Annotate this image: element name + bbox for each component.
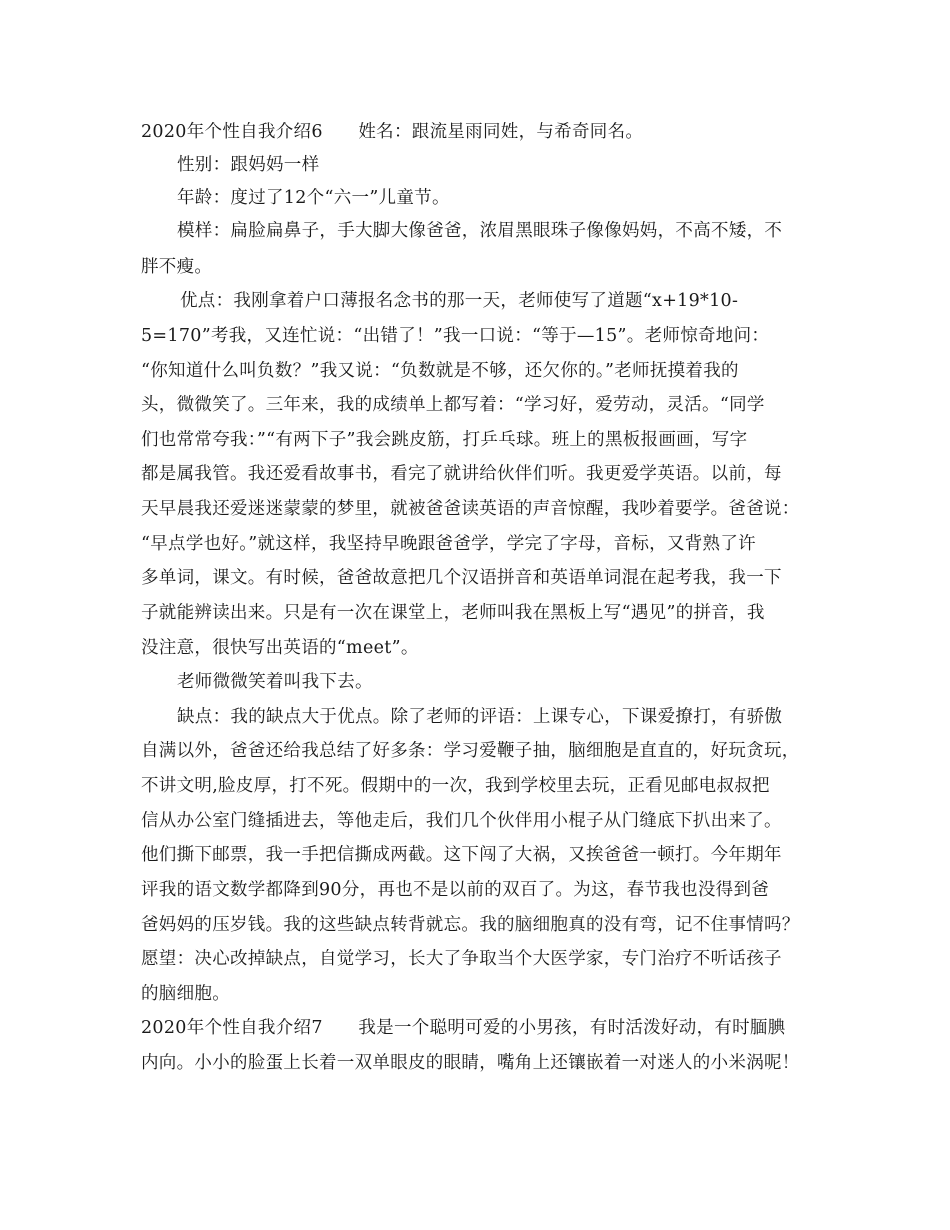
text-line-26: 的脑细胞。: [141, 984, 230, 1004]
text-line-12: 天早晨我还爱迷迷蒙蒙的梦里，就被爸爸读英语的声音惊醒，我吵着要学。爸爸说：: [141, 499, 800, 519]
text-line-17: 老师微微笑着叫我下去。: [177, 672, 373, 692]
text-line-8: “你知道什么叫负数？”我又说：“负数就是不够，还欠你的。”老师抚摸着我的: [141, 361, 739, 381]
text-line-22: 他们撕下邮票，我一手把信撕成两截。这下闯了大祸，又挨爸爸一顿打。今年期年: [141, 845, 782, 865]
text-line-10: 们也常常夸我：”“有两下子”我会跳皮筋，打乒乓球。班上的黑板报画画，写字: [141, 430, 748, 450]
text-line-3: 年龄：度过了12个“六一”儿童节。: [177, 188, 450, 208]
text-line-20: 不讲文明,脸皮厚，打不死。假期中的一次，我到学校里去玩，正看见邮电叔叔把: [141, 776, 770, 796]
text-line-13: “早点学也好。”就这样，我坚持早晚跟爸爸学，学完了字母，音标，又背熟了许: [141, 534, 756, 554]
text-line-18: 缺点：我的缺点大于优点。除了老师的评语：上课专心，下课爱撩打，有骄傲: [177, 707, 783, 727]
text-line-16: 没注意，很快写出英语的“meet”。: [141, 638, 419, 658]
text-line-6: 优点：我刚拿着户口薄报名念书的那一天，老师使写了道题“x+19*10-: [180, 291, 739, 311]
text-line-4: 模样：扁脸扁鼻子，手大脚大像爸爸，浓眉黑眼珠子像像妈妈，不高不矮，不: [177, 221, 783, 241]
text-line-14: 多单词，课文。有时候，爸爸故意把几个汉语拼音和英语单词混在起考我，我一下: [141, 568, 782, 588]
text-line-25: 愿望：决心改掉缺点，自觉学习，长大了争取当个大医学家，专门治疗不听话孩子: [141, 949, 782, 969]
text-line-1: 2020年个性自我介绍6 姓名：跟流星雨同姓，与希奇同名。: [141, 122, 644, 142]
text-line-23: 评我的语文数学都降到90分，再也不是以前的双百了。为这，春节我也没得到爸: [141, 880, 770, 900]
text-line-28: 内向。小小的脸蛋上长着一双单眼皮的眼睛，嘴角上还镶嵌着一对迷人的小米涡呢！: [141, 1053, 800, 1073]
text-line-27: 2020年个性自我介绍7 我是一个聪明可爱的小男孩，有时活泼好动，有时腼腆: [141, 1018, 786, 1038]
text-line-21: 信从办公室门缝插进去，等他走后，我们几个伙伴用小棍子从门缝底下扒出来了。: [141, 811, 782, 831]
text-line-7: 5=170”考我，又连忙说：“出错了！”我一口说：“等于—15”。老师惊奇地问：: [141, 326, 770, 346]
text-line-19: 自满以外，爸爸还给我总结了好多条：学习爱鞭子抽，脑细胞是直直的，好玩贪玩，: [141, 741, 800, 761]
text-line-9: 头，微微笑了。三年来，我的成绩单上都写着：“学习好，爱劳动，灵活。“同学: [141, 395, 765, 415]
text-line-5: 胖不瘦。: [141, 257, 213, 277]
text-line-24: 爸妈妈的压岁钱。我的这些缺点转背就忘。我的脑细胞真的没有弯，记不住事情吗？: [141, 915, 800, 935]
text-line-11: 都是属我管。我还爱看故事书，看完了就讲给伙伴们听。我更爱学英语。以前，每: [141, 464, 782, 484]
text-line-2: 性别：跟妈妈一样: [177, 155, 320, 175]
text-line-15: 子就能辨读出来。只是有一次在课堂上，老师叫我在黑板上写“遇见”的拼音，我: [141, 603, 765, 623]
